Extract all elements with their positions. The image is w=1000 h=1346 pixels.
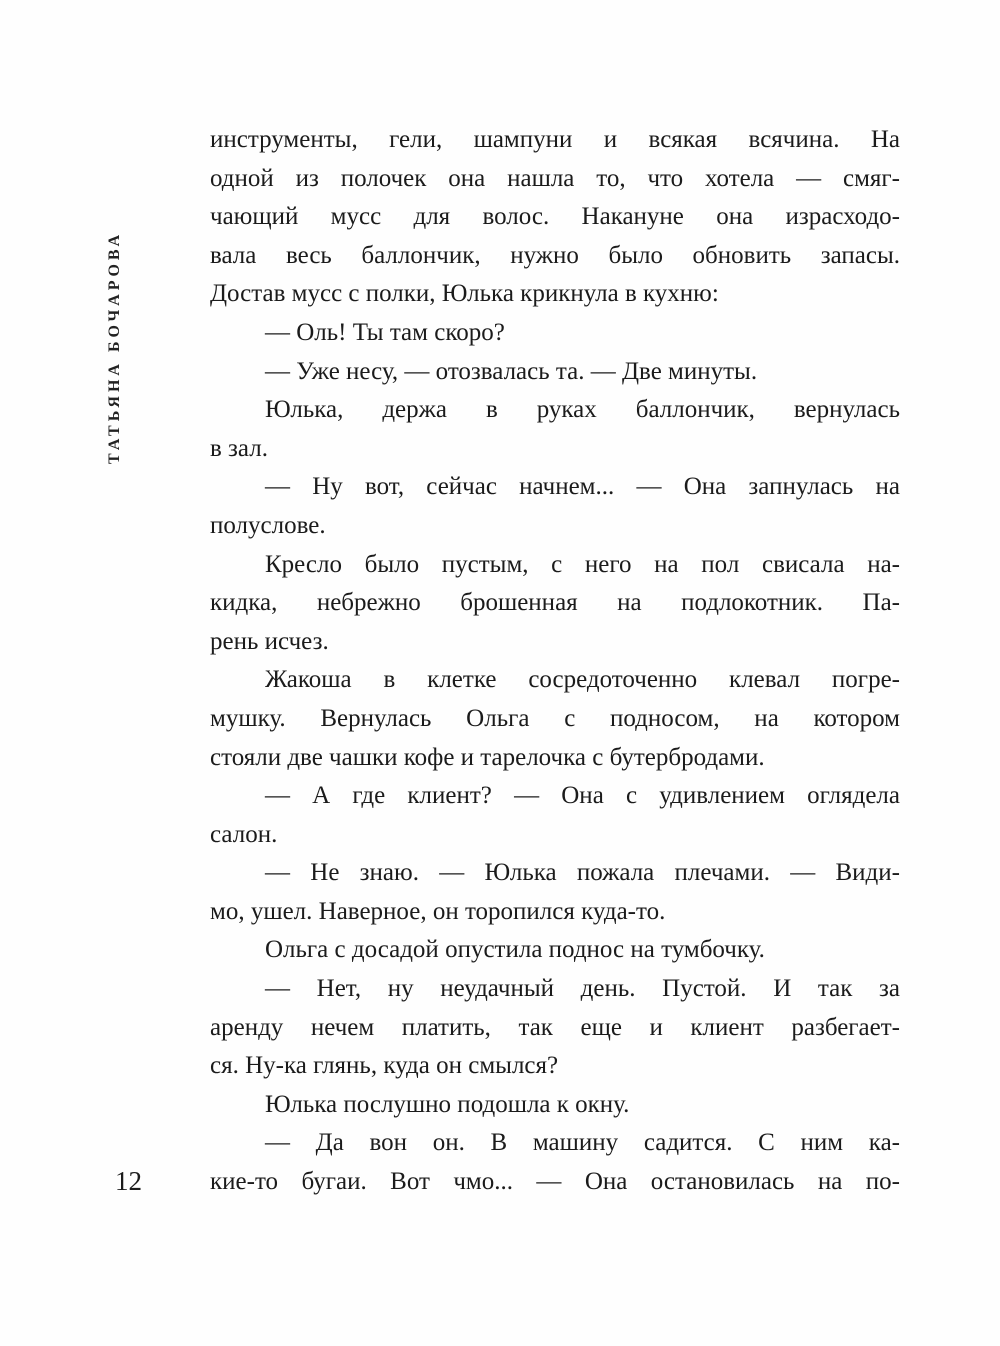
text-line: Кресло было пустым, с него на пол свисала на- <box>265 550 900 578</box>
page-number: 12 <box>115 1166 142 1196</box>
text-line: мушку. Вернулась Ольга с подносом, на котором <box>210 704 900 732</box>
text-line: — Да вон он. В машину садится. С ним ка- <box>265 1129 900 1157</box>
sidebar-author-name: ТАТЬЯНА БОЧАРОВА <box>106 230 123 464</box>
text-line: салон. <box>210 820 278 848</box>
text-line: в зал. <box>210 434 268 462</box>
text-line: аренду нечем платить, так еще и клиент разбегает- <box>210 1013 900 1041</box>
text-line: Ольга с досадой опустила поднос на тумбочку. <box>265 936 765 964</box>
text-line: кие-то бугаи. Вот чмо... — Она остановилась на по- <box>210 1168 900 1196</box>
text-line: Достав мусс с полки, Юлька крикнула в кухню: <box>210 280 719 308</box>
text-line: Жакоша в клетке сосредоточенно клевал погре- <box>265 666 900 694</box>
text-line: чающий мусс для волос. Накануне она израсходо- <box>210 203 900 231</box>
text-line: стояли две чашки кофе и тарелочка с бутербродами. <box>210 743 765 771</box>
text-line: инструменты, гели, шампуни и всякая всячина. На <box>210 126 900 153</box>
text-line: Юлька, держа в руках баллончик, вернулась <box>265 396 900 424</box>
text-line: рень исчез. <box>210 627 329 655</box>
text-line: — Ну вот, сейчас начнем... — Она запнулась на <box>265 473 900 501</box>
text-line: — Оль! Ты там скоро? <box>265 318 505 346</box>
text-line: одной из полочек она нашла то, что хотела — смяг- <box>210 164 900 192</box>
text-line: полуслове. <box>210 511 326 539</box>
text-line: — Не знаю. — Юлька пожала плечами. — Види- <box>265 859 900 887</box>
text-lines <box>210 121 900 1202</box>
text-line: ся. Ну-ка глянь, куда он смылся? <box>210 1052 559 1080</box>
text-line: — Нет, ну неудачный день. Пустой. И так за <box>265 975 900 1003</box>
text-line: мо, ушел. Наверное, он торопился куда-то. <box>210 897 666 925</box>
text-line: вала весь баллончик, нужно было обновить запасы. <box>210 241 900 269</box>
text-line: — Уже несу, — отозвалась та. — Две минуты. <box>265 357 758 385</box>
text-line: — А где клиент? — Она с удивлением оглядела <box>265 782 900 810</box>
text-line: кидка, небрежно брошенная на подлокотник. Па- <box>210 589 900 617</box>
text-line: Юлька послушно подошла к окну. <box>265 1090 630 1118</box>
